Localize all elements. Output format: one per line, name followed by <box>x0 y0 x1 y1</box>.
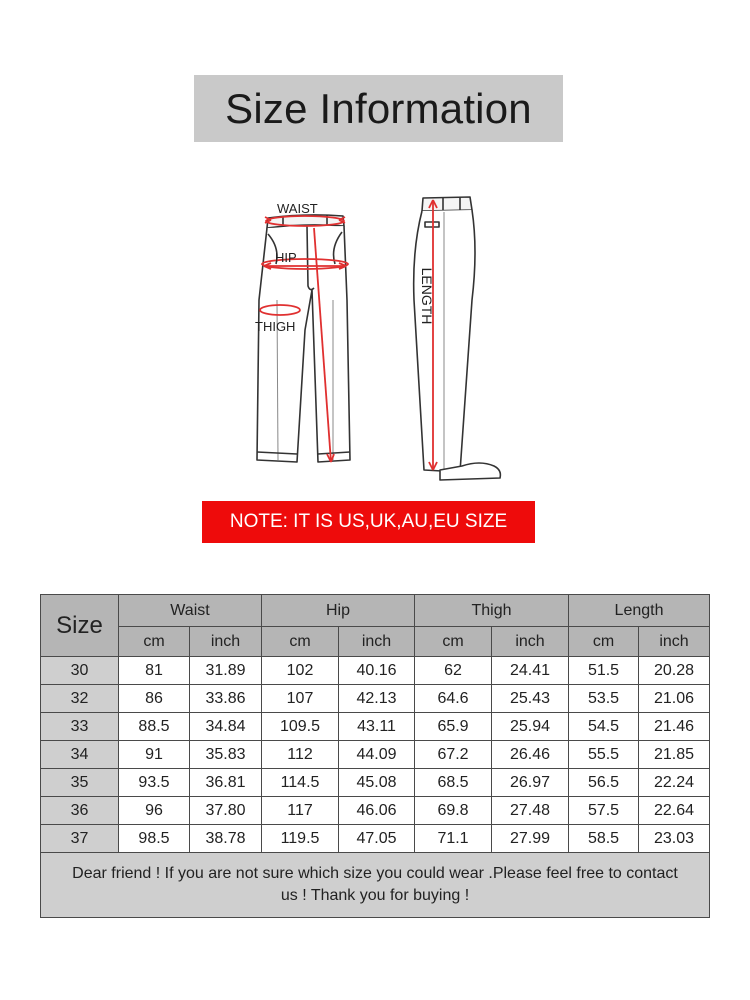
unit-header: cm <box>119 627 190 657</box>
table-row <box>41 657 710 685</box>
unit-header: inch <box>639 627 710 657</box>
measurement-cell: 47.05 <box>339 825 415 853</box>
measurement-cell: 96 <box>119 797 190 825</box>
measurement-cell: 33.86 <box>190 685 262 713</box>
measurement-cell: 44.09 <box>339 741 415 769</box>
measurement-cell: 20.28 <box>639 657 710 685</box>
measurement-cell: 117 <box>262 797 339 825</box>
table-unit-row <box>41 627 710 657</box>
measurement-cell: 109.5 <box>262 713 339 741</box>
measurement-cell: 102 <box>262 657 339 685</box>
measurement-cell: 40.16 <box>339 657 415 685</box>
table-row <box>41 685 710 713</box>
measurement-cell: 119.5 <box>262 825 339 853</box>
unit-header: inch <box>492 627 569 657</box>
size-note-text: NOTE: IT IS US,UK,AU,EU SIZE <box>229 511 508 532</box>
measurement-cell: 58.5 <box>569 825 639 853</box>
page-title: Size Information <box>225 84 532 132</box>
table-row <box>41 769 710 797</box>
size-value-cell: 33 <box>41 713 119 741</box>
measurement-cell: 42.13 <box>339 685 415 713</box>
unit-header: inch <box>190 627 262 657</box>
measurement-cell: 86 <box>119 685 190 713</box>
measurement-cell: 45.08 <box>339 769 415 797</box>
table-footer-row <box>41 853 710 918</box>
measurement-cell: 93.5 <box>119 769 190 797</box>
table-footer-note: Dear friend ! If you are not sure which size you could wear .Please feel free to contact us ! Thank you for buying ! <box>41 853 710 918</box>
unit-header: cm <box>262 627 339 657</box>
side-pants-illustration <box>414 197 501 480</box>
measurement-cell: 107 <box>262 685 339 713</box>
measurement-cell: 26.97 <box>492 769 569 797</box>
table-body <box>41 657 710 853</box>
measurement-cell: 38.78 <box>190 825 262 853</box>
measurement-cell: 81 <box>119 657 190 685</box>
measurement-cell: 25.43 <box>492 685 569 713</box>
measurement-cell: 31.89 <box>190 657 262 685</box>
waist-label: WAIST <box>277 201 318 216</box>
measurement-cell: 22.24 <box>639 769 710 797</box>
measurement-cell: 22.64 <box>639 797 710 825</box>
measurement-cell: 26.46 <box>492 741 569 769</box>
measurement-cell: 24.41 <box>492 657 569 685</box>
measurement-cell: 21.06 <box>639 685 710 713</box>
measurement-cell: 23.03 <box>639 825 710 853</box>
size-value-cell: 30 <box>41 657 119 685</box>
size-note-banner <box>202 501 535 543</box>
unit-header: cm <box>415 627 492 657</box>
front-pants-illustration <box>257 215 350 462</box>
measurement-cell: 57.5 <box>569 797 639 825</box>
measurement-cell: 112 <box>262 741 339 769</box>
measurement-cell: 71.1 <box>415 825 492 853</box>
thigh-column-header: Thigh <box>415 595 569 627</box>
thigh-label: THIGH <box>255 319 296 334</box>
measurement-cell: 36.81 <box>190 769 262 797</box>
measurement-cell: 64.6 <box>415 685 492 713</box>
table-header-row <box>41 595 710 627</box>
table-row <box>41 797 710 825</box>
unit-header: inch <box>339 627 415 657</box>
length-column-header: Length <box>569 595 710 627</box>
waist-column-header: Waist <box>119 595 262 627</box>
measurement-cell: 25.94 <box>492 713 569 741</box>
size-chart-table <box>40 594 710 918</box>
table-row <box>41 713 710 741</box>
measurement-cell: 91 <box>119 741 190 769</box>
measurement-cell: 21.85 <box>639 741 710 769</box>
size-column-header: Size <box>41 595 119 657</box>
table-row <box>41 741 710 769</box>
size-value-cell: 34 <box>41 741 119 769</box>
measurement-cell: 37.80 <box>190 797 262 825</box>
measurement-cell: 62 <box>415 657 492 685</box>
measurement-cell: 65.9 <box>415 713 492 741</box>
measurement-cell: 35.83 <box>190 741 262 769</box>
measurement-cell: 114.5 <box>262 769 339 797</box>
measurement-cell: 56.5 <box>569 769 639 797</box>
measurement-cell: 68.5 <box>415 769 492 797</box>
measurement-cell: 34.84 <box>190 713 262 741</box>
measurement-cell: 51.5 <box>569 657 639 685</box>
table-row <box>41 825 710 853</box>
measurement-cell: 46.06 <box>339 797 415 825</box>
measurement-cell: 54.5 <box>569 713 639 741</box>
measurement-cell: 27.99 <box>492 825 569 853</box>
measurement-cell: 43.11 <box>339 713 415 741</box>
size-value-cell: 32 <box>41 685 119 713</box>
length-label: LENGTH <box>419 267 435 325</box>
measurement-cell: 67.2 <box>415 741 492 769</box>
unit-header: cm <box>569 627 639 657</box>
measurement-cell: 69.8 <box>415 797 492 825</box>
measurement-cell: 98.5 <box>119 825 190 853</box>
size-value-cell: 36 <box>41 797 119 825</box>
measurement-cell: 21.46 <box>639 713 710 741</box>
measurement-cell: 27.48 <box>492 797 569 825</box>
measurement-cell: 53.5 <box>569 685 639 713</box>
size-value-cell: 37 <box>41 825 119 853</box>
measurement-cell: 88.5 <box>119 713 190 741</box>
measurement-cell: 55.5 <box>569 741 639 769</box>
size-value-cell: 35 <box>41 769 119 797</box>
hip-label: HIP <box>275 250 297 265</box>
hip-column-header: Hip <box>262 595 415 627</box>
